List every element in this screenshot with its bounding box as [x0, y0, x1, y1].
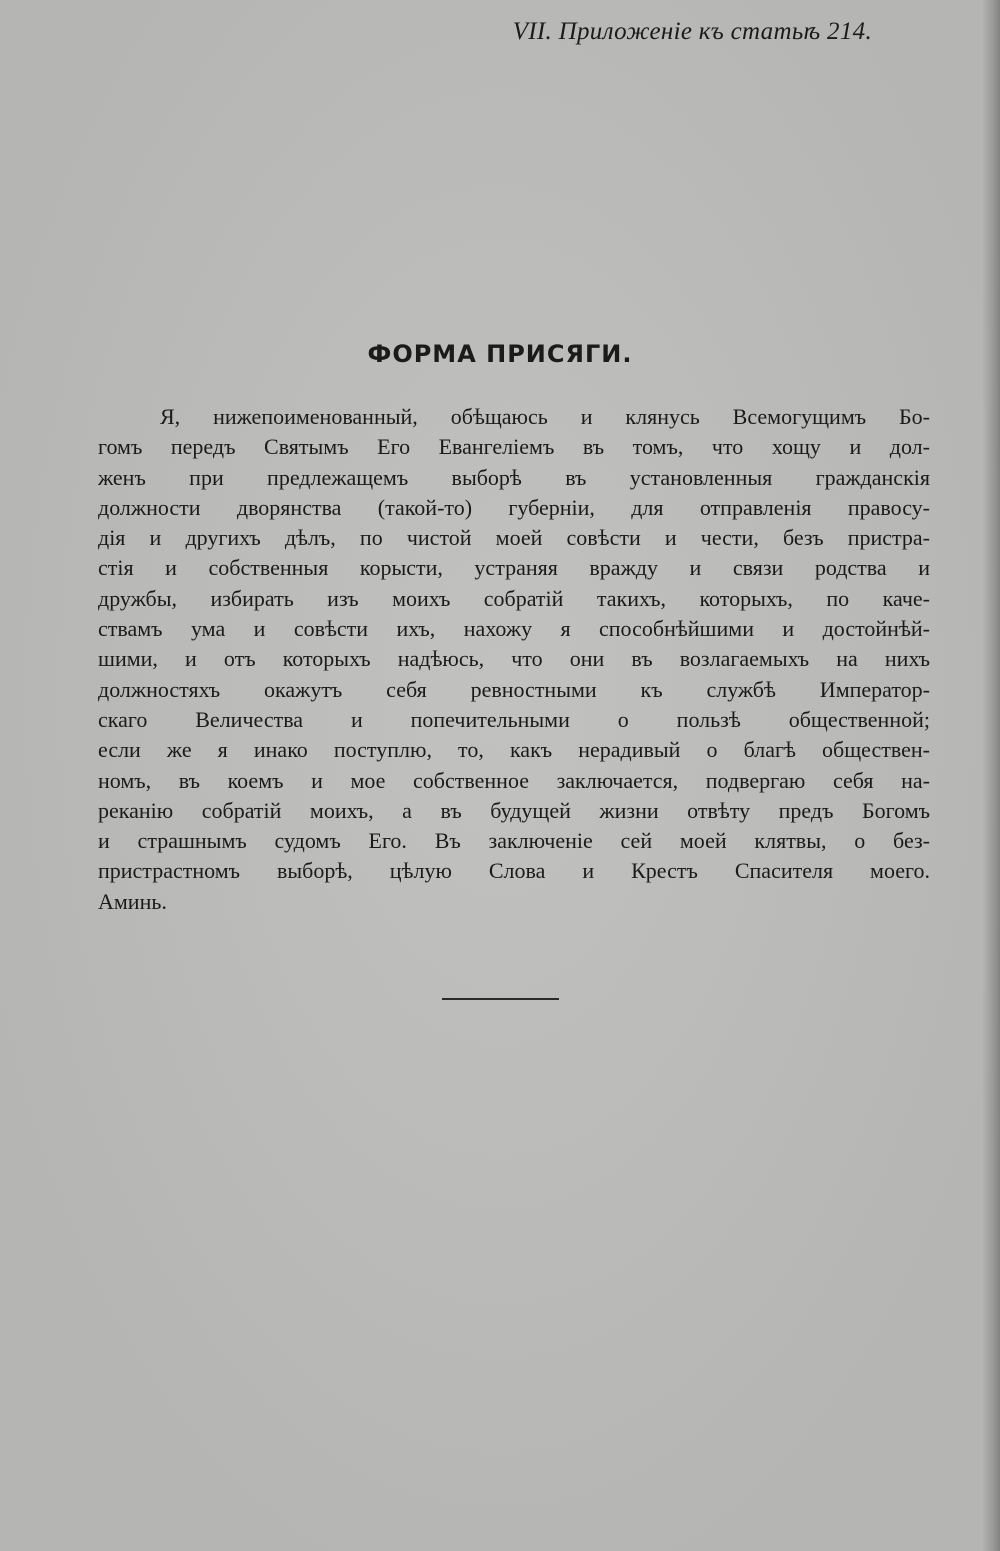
text-line: реканію собратій моихъ, а въ будущей жизни отвѣту предъ Богомъ: [98, 797, 930, 823]
text-line: должностяхъ окажутъ себя ревностными къ службѣ Император-: [98, 676, 930, 702]
text-line: Аминь.: [98, 888, 167, 914]
text-line: стія и собственныя корысти, устраняя вражду и связи родства и: [98, 555, 930, 581]
oath-text: [98, 402, 930, 917]
text-line: дія и другихъ дѣлъ, по чистой моей совѣсти и чести, безъ пристра-: [98, 525, 930, 551]
text-line: шими, и отъ которыхъ надѣюсь, что они въ возлагаемыхъ на нихъ: [98, 646, 930, 672]
document-title: ФОРМА ПРИСЯГИ.: [367, 340, 633, 368]
text-line: должности дворянства (такой-то) губерніи, для отправленія правосу-: [98, 494, 930, 520]
text-line: Я, нижепоименованный, обѣщаюсь и клянусь Всемогущимъ Бо-: [160, 404, 930, 429]
closing-rule: [442, 998, 559, 1000]
text-line: номъ, въ коемъ и мое собственное заключается, подвергаю себя на-: [98, 767, 930, 793]
text-line: скаго Величества и попечительными о пользѣ общественной;: [98, 706, 930, 732]
text-line: и страшнымъ судомъ Его. Въ заключеніе сей моей клятвы, о без-: [98, 828, 930, 854]
text-line: гомъ передъ Святымъ Его Евангеліемъ въ томъ, что хощу и дол-: [98, 434, 930, 460]
text-line: женъ при предлежащемъ выборѣ въ установленныя гражданскія: [98, 464, 930, 490]
text-line: если же я инако поступлю, то, какъ нерадивый о благѣ обществен-: [98, 737, 930, 763]
text-line: пристрастномъ выборѣ, цѣлую Слова и Крестъ Спасителя моего.: [98, 858, 930, 884]
text-line: ствамъ ума и совѣсти ихъ, нахожу я способнѣйшими и достойнѣй-: [98, 616, 930, 642]
text-line: дружбы, избирать изъ моихъ собратій такихъ, которыхъ, по каче-: [98, 585, 930, 611]
running-head: VII. Приложеніе къ статьѣ 214.: [512, 18, 872, 45]
page-edge-shadow: [982, 0, 1000, 1551]
